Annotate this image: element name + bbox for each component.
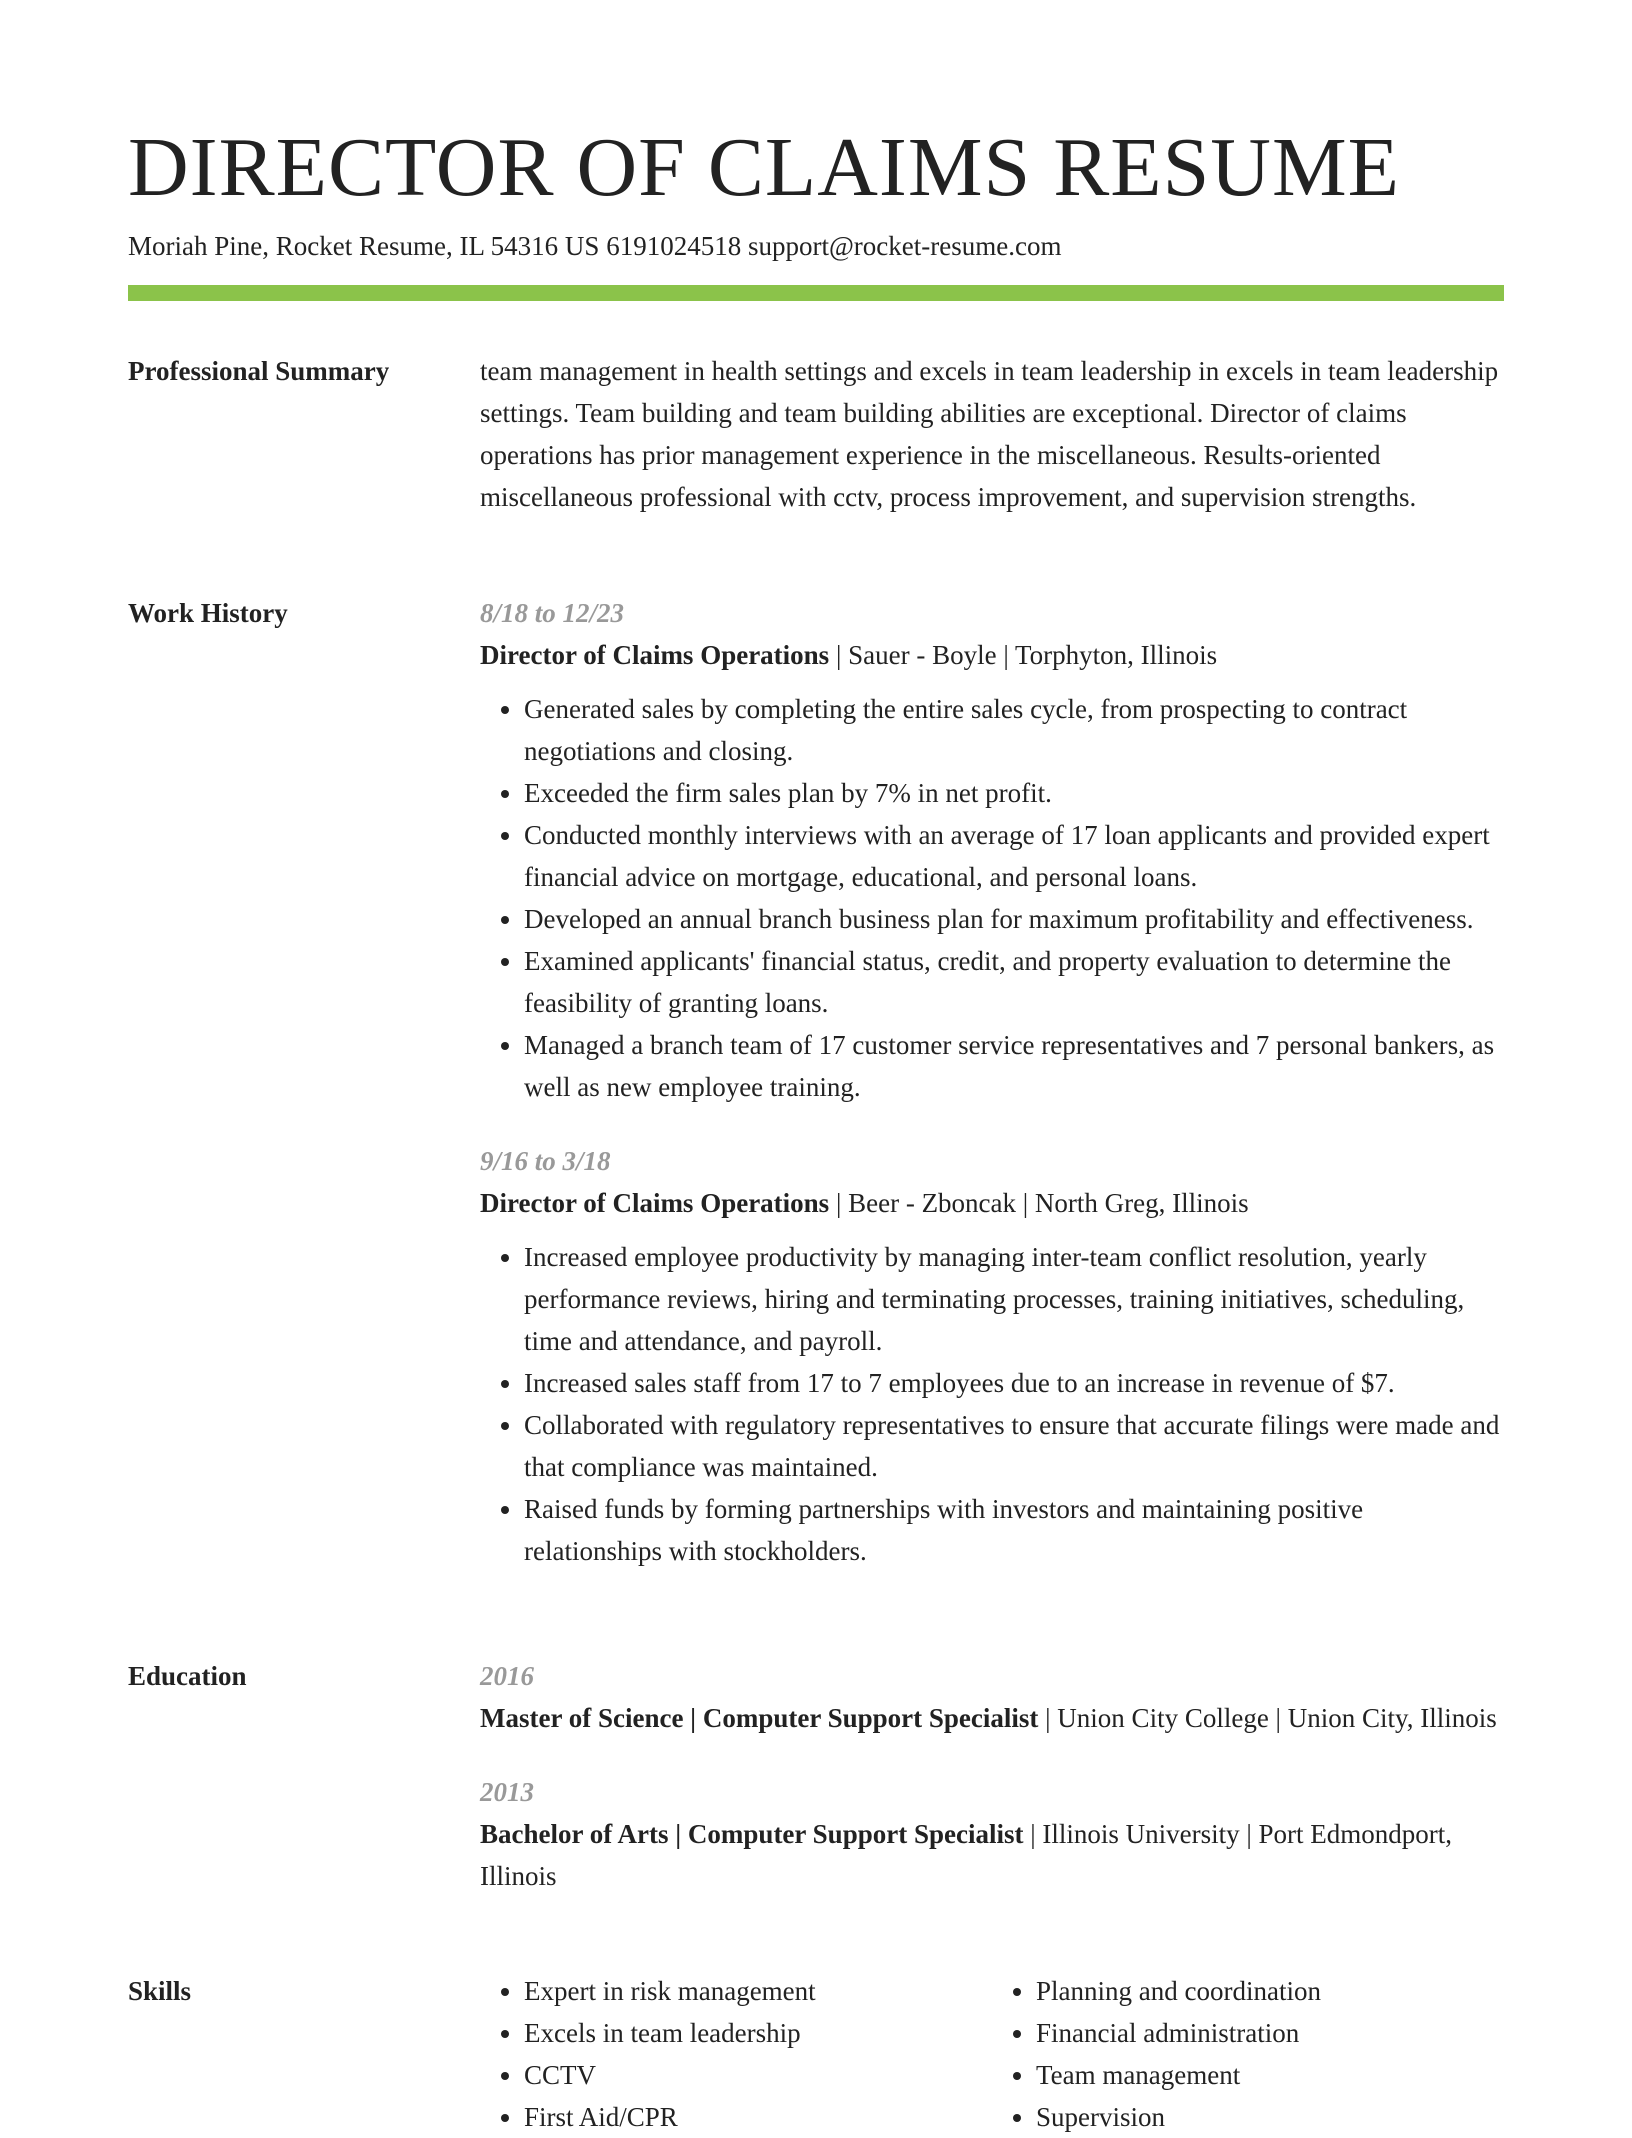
- job-heading: [480, 1182, 1504, 1224]
- skills-content: [480, 1970, 1504, 2138]
- job-entry: [480, 592, 1504, 1108]
- contact-line: Moriah Pine, Rocket Resume, IL 54316 US 6191024518 support@rocket-resume.com: [128, 231, 1062, 261]
- education-heading: [480, 1697, 1504, 1739]
- work-history-content: [480, 592, 1504, 1572]
- section-label-skills: Skills: [128, 1976, 192, 2006]
- resume-header: [128, 118, 1504, 264]
- skill-item: • Team management: [1036, 2054, 1504, 2096]
- job-bullet: • Conducted monthly interviews with an average of 17 loan applicants and provided expert financial advice on mortgage, educational, and personal loans.: [524, 814, 1504, 898]
- job-bullet: • Collaborated with regulatory representatives to ensure that accurate filings were made and that compliance was maintained.: [524, 1404, 1504, 1488]
- job-bullets: [480, 688, 1504, 1108]
- job-date: 9/16 to 3/18: [480, 1146, 611, 1176]
- education-content: [480, 1655, 1504, 1897]
- skill-item: • Planning and coordination: [1036, 1970, 1504, 2012]
- job-bullet: • Developed an annual branch business plan for maximum profitability and effectiveness.: [524, 898, 1504, 940]
- summary-text: team management in health settings and excels in team leadership in excels in team leadership settings. Team building and team building abilities are exceptional. Director of claims operations has prior management experience in the miscellaneous. Results-oriented miscellaneous professional with cctv, process improvement, and supervision strengths.: [480, 356, 1499, 512]
- skill-item: • Financial administration: [1036, 2012, 1504, 2054]
- skill-item: • Excels in team leadership: [524, 2012, 992, 2054]
- section-label-education: Education: [128, 1661, 247, 1691]
- job-title: Director of Claims Operations: [480, 640, 830, 670]
- skill-item: • Supervision: [1036, 2096, 1504, 2138]
- accent-divider: [128, 285, 1504, 301]
- job-bullet: • Increased sales staff from 17 to 7 employees due to an increase in revenue of $7.: [524, 1362, 1504, 1404]
- skills-column-left: [480, 1970, 992, 2138]
- job-bullet: • Increased employee productivity by managing inter-team conflict resolution, yearly performance reviews, hiring and terminating processes, training initiatives, scheduling, time and attendance, and payroll.: [524, 1236, 1504, 1362]
- education-details: | Illinois University | Port Edmondport, Illinois: [480, 1819, 1453, 1891]
- education-degree: Master of Science | Computer Support Specialist: [480, 1703, 1039, 1733]
- job-heading: [480, 634, 1504, 676]
- education-entry: [480, 1655, 1504, 1739]
- skill-item: • CCTV: [524, 2054, 992, 2096]
- job-title: Director of Claims Operations: [480, 1188, 830, 1218]
- resume-title: DIRECTOR OF CLAIMS RESUME: [128, 121, 1400, 214]
- job-bullet: • Generated sales by completing the entire sales cycle, from prospecting to contract negotiations and closing.: [524, 688, 1504, 772]
- section-label-work-history: Work History: [128, 598, 288, 628]
- job-bullets: [480, 1236, 1504, 1572]
- skill-item: • First Aid/CPR: [524, 2096, 992, 2138]
- education-date: 2016: [480, 1661, 534, 1691]
- section-label-summary: Professional Summary: [128, 356, 390, 386]
- education-date: 2013: [480, 1777, 534, 1807]
- education-heading: [480, 1813, 1504, 1897]
- skill-item: • Expert in risk management: [524, 1970, 992, 2012]
- job-bullet: • Raised funds by forming partnerships with investors and maintaining positive relationships with stockholders.: [524, 1488, 1504, 1572]
- education-degree: Bachelor of Arts | Computer Support Specialist: [480, 1819, 1024, 1849]
- job-bullet: • Managed a branch team of 17 customer service representatives and 7 personal bankers, as well as new employee training.: [524, 1024, 1504, 1108]
- job-bullet: • Examined applicants' financial status, credit, and property evaluation to determine the feasibility of granting loans.: [524, 940, 1504, 1024]
- job-bullet: • Exceeded the firm sales plan by 7% in net profit.: [524, 772, 1504, 814]
- job-entry: [480, 1140, 1504, 1572]
- education-details: | Union City College | Union City, Illinois: [1038, 1703, 1497, 1733]
- job-details: | Beer - Zboncak | North Greg, Illinois: [829, 1188, 1249, 1218]
- skills-column-right: [992, 1970, 1504, 2138]
- education-entry: [480, 1771, 1504, 1897]
- job-date: 8/18 to 12/23: [480, 598, 625, 628]
- job-details: | Sauer - Boyle | Torphyton, Illinois: [829, 640, 1218, 670]
